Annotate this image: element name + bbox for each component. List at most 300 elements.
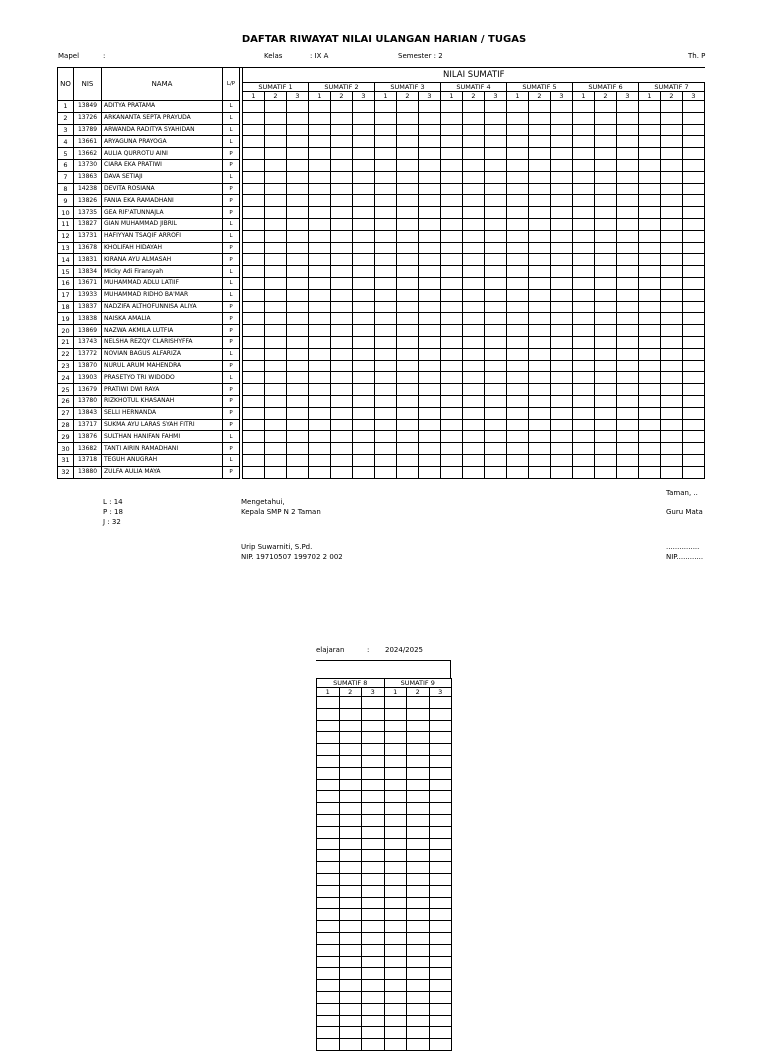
grade-cell[interactable] <box>529 384 551 396</box>
grade-cell[interactable] <box>639 407 661 419</box>
grade-cell[interactable] <box>507 195 529 207</box>
grade-cell[interactable] <box>463 336 485 348</box>
grade-cell[interactable] <box>287 348 309 360</box>
grade-cell[interactable] <box>362 980 385 992</box>
grade-cell[interactable] <box>463 348 485 360</box>
grade-cell[interactable] <box>317 897 340 909</box>
grade-cell[interactable] <box>362 991 385 1003</box>
grade-cell[interactable] <box>683 124 705 136</box>
grade-cell[interactable] <box>407 838 430 850</box>
grade-cell[interactable] <box>683 230 705 242</box>
grade-cell[interactable] <box>243 454 265 466</box>
grade-cell[interactable] <box>397 419 419 431</box>
grade-cell[interactable] <box>661 313 683 325</box>
grade-cell[interactable] <box>639 443 661 455</box>
grade-cell[interactable] <box>551 454 573 466</box>
grade-cell[interactable] <box>573 266 595 278</box>
grade-cell[interactable] <box>551 148 573 160</box>
grade-cell[interactable] <box>362 791 385 803</box>
grade-cell[interactable] <box>375 348 397 360</box>
grade-cell[interactable] <box>397 431 419 443</box>
grade-cell[interactable] <box>595 218 617 230</box>
grade-cell[interactable] <box>317 944 340 956</box>
grade-cell[interactable] <box>485 431 507 443</box>
grade-cell[interactable] <box>243 325 265 337</box>
grade-cell[interactable] <box>441 171 463 183</box>
grade-cell[interactable] <box>573 325 595 337</box>
grade-cell[interactable] <box>617 254 639 266</box>
grade-cell[interactable] <box>353 101 375 113</box>
grade-cell[interactable] <box>441 431 463 443</box>
grade-cell[interactable] <box>429 838 452 850</box>
grade-cell[interactable] <box>397 207 419 219</box>
grade-cell[interactable] <box>243 443 265 455</box>
grade-cell[interactable] <box>265 336 287 348</box>
grade-cell[interactable] <box>339 791 362 803</box>
grade-cell[interactable] <box>419 101 441 113</box>
grade-cell[interactable] <box>429 873 452 885</box>
grade-cell[interactable] <box>595 372 617 384</box>
grade-cell[interactable] <box>287 395 309 407</box>
grade-cell[interactable] <box>595 136 617 148</box>
grade-cell[interactable] <box>617 230 639 242</box>
grade-cell[interactable] <box>485 301 507 313</box>
grade-cell[interactable] <box>362 1039 385 1051</box>
grade-cell[interactable] <box>507 183 529 195</box>
grade-cell[interactable] <box>339 862 362 874</box>
grade-cell[interactable] <box>375 230 397 242</box>
grade-cell[interactable] <box>339 744 362 756</box>
grade-cell[interactable] <box>353 207 375 219</box>
grade-cell[interactable] <box>362 932 385 944</box>
grade-cell[interactable] <box>639 195 661 207</box>
grade-cell[interactable] <box>507 313 529 325</box>
grade-cell[interactable] <box>375 254 397 266</box>
grade-cell[interactable] <box>339 932 362 944</box>
grade-cell[interactable] <box>384 885 407 897</box>
grade-cell[interactable] <box>243 242 265 254</box>
grade-cell[interactable] <box>529 148 551 160</box>
grade-cell[interactable] <box>441 124 463 136</box>
grade-cell[interactable] <box>639 325 661 337</box>
grade-cell[interactable] <box>429 909 452 921</box>
grade-cell[interactable] <box>397 348 419 360</box>
grade-cell[interactable] <box>683 112 705 124</box>
grade-cell[interactable] <box>317 991 340 1003</box>
grade-cell[interactable] <box>507 112 529 124</box>
grade-cell[interactable] <box>661 384 683 396</box>
grade-cell[interactable] <box>573 443 595 455</box>
grade-cell[interactable] <box>463 454 485 466</box>
grade-cell[interactable] <box>287 466 309 478</box>
grade-cell[interactable] <box>595 148 617 160</box>
grade-cell[interactable] <box>551 171 573 183</box>
grade-cell[interactable] <box>429 791 452 803</box>
grade-cell[interactable] <box>595 183 617 195</box>
grade-cell[interactable] <box>441 372 463 384</box>
grade-cell[interactable] <box>617 301 639 313</box>
grade-cell[interactable] <box>353 218 375 230</box>
grade-cell[interactable] <box>529 313 551 325</box>
grade-cell[interactable] <box>353 254 375 266</box>
grade-cell[interactable] <box>683 148 705 160</box>
grade-cell[interactable] <box>243 254 265 266</box>
grade-cell[interactable] <box>339 897 362 909</box>
grade-cell[interactable] <box>407 1015 430 1027</box>
grade-cell[interactable] <box>529 289 551 301</box>
grade-cell[interactable] <box>639 454 661 466</box>
grade-cell[interactable] <box>683 136 705 148</box>
grade-cell[interactable] <box>362 826 385 838</box>
grade-cell[interactable] <box>595 395 617 407</box>
grade-cell[interactable] <box>617 313 639 325</box>
grade-cell[interactable] <box>661 171 683 183</box>
grade-cell[interactable] <box>683 218 705 230</box>
grade-cell[interactable] <box>419 277 441 289</box>
grade-cell[interactable] <box>384 897 407 909</box>
grade-cell[interactable] <box>441 466 463 478</box>
grade-cell[interactable] <box>384 720 407 732</box>
grade-cell[interactable] <box>617 277 639 289</box>
grade-cell[interactable] <box>573 171 595 183</box>
grade-cell[interactable] <box>331 207 353 219</box>
grade-cell[interactable] <box>287 148 309 160</box>
grade-cell[interactable] <box>441 384 463 396</box>
grade-cell[interactable] <box>317 803 340 815</box>
grade-cell[interactable] <box>441 230 463 242</box>
grade-cell[interactable] <box>551 360 573 372</box>
grade-cell[interactable] <box>683 277 705 289</box>
grade-cell[interactable] <box>362 968 385 980</box>
grade-cell[interactable] <box>331 466 353 478</box>
grade-cell[interactable] <box>617 124 639 136</box>
grade-cell[interactable] <box>683 183 705 195</box>
grade-cell[interactable] <box>309 431 331 443</box>
grade-cell[interactable] <box>463 159 485 171</box>
grade-cell[interactable] <box>287 101 309 113</box>
grade-cell[interactable] <box>317 838 340 850</box>
grade-cell[interactable] <box>375 431 397 443</box>
grade-cell[interactable] <box>309 218 331 230</box>
grade-cell[interactable] <box>353 395 375 407</box>
grade-cell[interactable] <box>551 218 573 230</box>
grade-cell[interactable] <box>407 956 430 968</box>
grade-cell[interactable] <box>595 313 617 325</box>
grade-cell[interactable] <box>639 336 661 348</box>
grade-cell[interactable] <box>617 218 639 230</box>
grade-cell[interactable] <box>529 407 551 419</box>
grade-cell[interactable] <box>617 372 639 384</box>
grade-cell[interactable] <box>362 803 385 815</box>
grade-cell[interactable] <box>551 348 573 360</box>
grade-cell[interactable] <box>551 254 573 266</box>
grade-cell[interactable] <box>429 814 452 826</box>
grade-cell[interactable] <box>331 242 353 254</box>
grade-cell[interactable] <box>362 744 385 756</box>
grade-cell[interactable] <box>397 454 419 466</box>
grade-cell[interactable] <box>551 195 573 207</box>
grade-cell[interactable] <box>529 419 551 431</box>
grade-cell[interactable] <box>551 372 573 384</box>
grade-cell[interactable] <box>441 148 463 160</box>
grade-cell[interactable] <box>362 897 385 909</box>
grade-cell[interactable] <box>617 419 639 431</box>
grade-cell[interactable] <box>331 230 353 242</box>
grade-cell[interactable] <box>639 431 661 443</box>
grade-cell[interactable] <box>595 266 617 278</box>
grade-cell[interactable] <box>353 454 375 466</box>
grade-cell[interactable] <box>485 148 507 160</box>
grade-cell[interactable] <box>419 266 441 278</box>
grade-cell[interactable] <box>683 360 705 372</box>
grade-cell[interactable] <box>397 277 419 289</box>
grade-cell[interactable] <box>485 112 507 124</box>
grade-cell[interactable] <box>617 443 639 455</box>
grade-cell[interactable] <box>661 218 683 230</box>
grade-cell[interactable] <box>362 838 385 850</box>
grade-cell[interactable] <box>639 101 661 113</box>
grade-cell[interactable] <box>339 779 362 791</box>
grade-cell[interactable] <box>375 466 397 478</box>
grade-cell[interactable] <box>661 242 683 254</box>
grade-cell[interactable] <box>429 956 452 968</box>
grade-cell[interactable] <box>339 1027 362 1039</box>
grade-cell[interactable] <box>407 980 430 992</box>
grade-cell[interactable] <box>384 779 407 791</box>
grade-cell[interactable] <box>683 407 705 419</box>
grade-cell[interactable] <box>317 779 340 791</box>
grade-cell[interactable] <box>595 289 617 301</box>
grade-cell[interactable] <box>419 431 441 443</box>
grade-cell[interactable] <box>317 885 340 897</box>
grade-cell[interactable] <box>639 277 661 289</box>
grade-cell[interactable] <box>429 1015 452 1027</box>
grade-cell[interactable] <box>683 171 705 183</box>
grade-cell[interactable] <box>265 360 287 372</box>
grade-cell[interactable] <box>639 171 661 183</box>
grade-cell[interactable] <box>595 419 617 431</box>
grade-cell[interactable] <box>661 183 683 195</box>
grade-cell[interactable] <box>397 384 419 396</box>
grade-cell[interactable] <box>617 242 639 254</box>
grade-cell[interactable] <box>407 791 430 803</box>
grade-cell[interactable] <box>375 454 397 466</box>
grade-cell[interactable] <box>287 372 309 384</box>
grade-cell[interactable] <box>429 708 452 720</box>
grade-cell[interactable] <box>595 254 617 266</box>
grade-cell[interactable] <box>639 372 661 384</box>
grade-cell[interactable] <box>317 909 340 921</box>
grade-cell[interactable] <box>485 443 507 455</box>
grade-cell[interactable] <box>419 407 441 419</box>
grade-cell[interactable] <box>243 266 265 278</box>
grade-cell[interactable] <box>317 873 340 885</box>
grade-cell[interactable] <box>441 301 463 313</box>
grade-cell[interactable] <box>507 419 529 431</box>
grade-cell[interactable] <box>463 124 485 136</box>
grade-cell[interactable] <box>339 803 362 815</box>
grade-cell[interactable] <box>287 230 309 242</box>
grade-cell[interactable] <box>573 207 595 219</box>
grade-cell[interactable] <box>362 697 385 709</box>
grade-cell[interactable] <box>397 124 419 136</box>
grade-cell[interactable] <box>661 112 683 124</box>
grade-cell[interactable] <box>441 277 463 289</box>
grade-cell[interactable] <box>507 407 529 419</box>
grade-cell[interactable] <box>331 325 353 337</box>
grade-cell[interactable] <box>551 242 573 254</box>
grade-cell[interactable] <box>384 1015 407 1027</box>
grade-cell[interactable] <box>287 124 309 136</box>
grade-cell[interactable] <box>243 230 265 242</box>
grade-cell[interactable] <box>397 254 419 266</box>
grade-cell[interactable] <box>661 443 683 455</box>
grade-cell[interactable] <box>353 419 375 431</box>
grade-cell[interactable] <box>375 301 397 313</box>
grade-cell[interactable] <box>265 266 287 278</box>
grade-cell[interactable] <box>419 325 441 337</box>
grade-cell[interactable] <box>419 112 441 124</box>
grade-cell[interactable] <box>429 850 452 862</box>
grade-cell[interactable] <box>485 407 507 419</box>
grade-cell[interactable] <box>485 289 507 301</box>
grade-cell[interactable] <box>407 767 430 779</box>
grade-cell[interactable] <box>407 944 430 956</box>
grade-cell[interactable] <box>551 101 573 113</box>
grade-cell[interactable] <box>507 301 529 313</box>
grade-cell[interactable] <box>265 348 287 360</box>
grade-cell[interactable] <box>551 443 573 455</box>
grade-cell[interactable] <box>463 183 485 195</box>
grade-cell[interactable] <box>595 454 617 466</box>
grade-cell[interactable] <box>529 454 551 466</box>
grade-cell[interactable] <box>573 277 595 289</box>
grade-cell[interactable] <box>309 407 331 419</box>
grade-cell[interactable] <box>463 218 485 230</box>
grade-cell[interactable] <box>429 755 452 767</box>
grade-cell[interactable] <box>441 443 463 455</box>
grade-cell[interactable] <box>331 443 353 455</box>
grade-cell[interactable] <box>595 159 617 171</box>
grade-cell[interactable] <box>265 466 287 478</box>
grade-cell[interactable] <box>441 136 463 148</box>
grade-cell[interactable] <box>429 826 452 838</box>
grade-cell[interactable] <box>407 744 430 756</box>
grade-cell[interactable] <box>331 289 353 301</box>
grade-cell[interactable] <box>331 419 353 431</box>
grade-cell[interactable] <box>573 124 595 136</box>
grade-cell[interactable] <box>331 136 353 148</box>
grade-cell[interactable] <box>265 124 287 136</box>
grade-cell[interactable] <box>507 395 529 407</box>
grade-cell[interactable] <box>407 968 430 980</box>
grade-cell[interactable] <box>397 242 419 254</box>
grade-cell[interactable] <box>485 254 507 266</box>
grade-cell[interactable] <box>309 195 331 207</box>
grade-cell[interactable] <box>507 171 529 183</box>
grade-cell[interactable] <box>384 873 407 885</box>
grade-cell[interactable] <box>463 266 485 278</box>
grade-cell[interactable] <box>384 968 407 980</box>
grade-cell[interactable] <box>339 1003 362 1015</box>
grade-cell[interactable] <box>639 148 661 160</box>
grade-cell[interactable] <box>362 850 385 862</box>
grade-cell[interactable] <box>362 732 385 744</box>
grade-cell[interactable] <box>573 159 595 171</box>
grade-cell[interactable] <box>507 277 529 289</box>
grade-cell[interactable] <box>265 183 287 195</box>
grade-cell[interactable] <box>265 407 287 419</box>
grade-cell[interactable] <box>683 454 705 466</box>
grade-cell[interactable] <box>661 466 683 478</box>
grade-cell[interactable] <box>429 720 452 732</box>
grade-cell[interactable] <box>309 454 331 466</box>
grade-cell[interactable] <box>661 360 683 372</box>
grade-cell[interactable] <box>661 254 683 266</box>
grade-cell[interactable] <box>265 443 287 455</box>
grade-cell[interactable] <box>441 183 463 195</box>
grade-cell[interactable] <box>339 826 362 838</box>
grade-cell[interactable] <box>661 348 683 360</box>
grade-cell[interactable] <box>353 360 375 372</box>
grade-cell[interactable] <box>243 218 265 230</box>
grade-cell[interactable] <box>595 443 617 455</box>
grade-cell[interactable] <box>339 1039 362 1051</box>
grade-cell[interactable] <box>573 195 595 207</box>
grade-cell[interactable] <box>353 348 375 360</box>
grade-cell[interactable] <box>339 720 362 732</box>
grade-cell[interactable] <box>485 207 507 219</box>
grade-cell[interactable] <box>407 873 430 885</box>
grade-cell[interactable] <box>331 277 353 289</box>
grade-cell[interactable] <box>441 218 463 230</box>
grade-cell[interactable] <box>485 384 507 396</box>
grade-cell[interactable] <box>595 431 617 443</box>
grade-cell[interactable] <box>463 242 485 254</box>
grade-cell[interactable] <box>309 372 331 384</box>
grade-cell[interactable] <box>362 767 385 779</box>
grade-cell[interactable] <box>683 443 705 455</box>
grade-cell[interactable] <box>507 466 529 478</box>
grade-cell[interactable] <box>309 348 331 360</box>
grade-cell[interactable] <box>397 289 419 301</box>
grade-cell[interactable] <box>529 395 551 407</box>
grade-cell[interactable] <box>375 419 397 431</box>
grade-cell[interactable] <box>419 454 441 466</box>
grade-cell[interactable] <box>309 230 331 242</box>
grade-cell[interactable] <box>317 720 340 732</box>
grade-cell[interactable] <box>419 124 441 136</box>
grade-cell[interactable] <box>683 159 705 171</box>
grade-cell[interactable] <box>353 466 375 478</box>
grade-cell[interactable] <box>441 254 463 266</box>
grade-cell[interactable] <box>243 419 265 431</box>
grade-cell[interactable] <box>441 360 463 372</box>
grade-cell[interactable] <box>287 336 309 348</box>
grade-cell[interactable] <box>429 968 452 980</box>
grade-cell[interactable] <box>265 395 287 407</box>
grade-cell[interactable] <box>617 431 639 443</box>
grade-cell[interactable] <box>617 454 639 466</box>
grade-cell[interactable] <box>573 348 595 360</box>
grade-cell[interactable] <box>375 325 397 337</box>
grade-cell[interactable] <box>243 124 265 136</box>
grade-cell[interactable] <box>441 266 463 278</box>
grade-cell[interactable] <box>595 360 617 372</box>
grade-cell[interactable] <box>661 266 683 278</box>
grade-cell[interactable] <box>529 124 551 136</box>
grade-cell[interactable] <box>551 124 573 136</box>
